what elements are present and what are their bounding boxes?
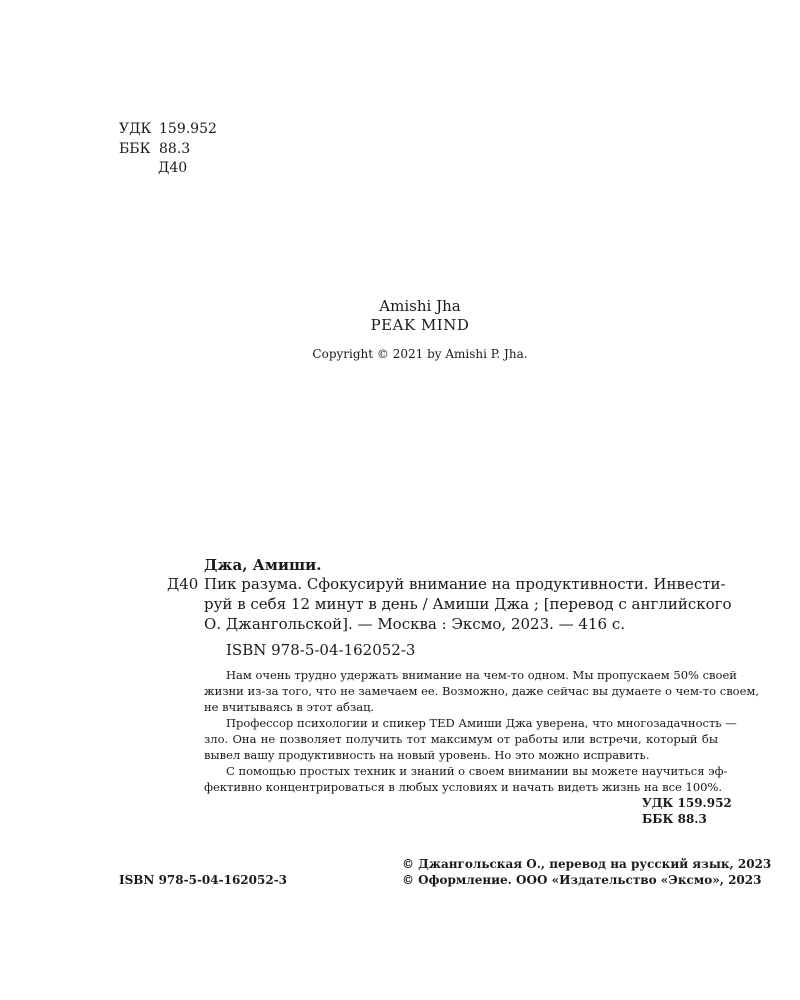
catalog-description xyxy=(204,574,732,634)
catalog-description-line: Пик разума. Сфокусируй внимание на продуктивности. Инвести- xyxy=(204,575,726,593)
annotation-line: Нам очень трудно удержать внимание на чем-то одном. Мы пропускаем 50% своей xyxy=(226,668,737,682)
bbk-value: 88.3 xyxy=(159,141,191,157)
annotation-line: вывел вашу продуктивность на новый уровень. Но это можно исправить. xyxy=(204,748,650,762)
annotation-line: фективно концентрироваться в любых условиях и начать видеть жизнь на все 100%. xyxy=(204,780,723,794)
annotation-line: Профессор психологии и спикер TED Амиши Джа уверена, что многозадачность — xyxy=(226,716,737,730)
annotation-bbk: ББК 88.3 xyxy=(642,812,707,826)
footer-isbn: ISBN 978-5-04-162052-3 xyxy=(119,873,288,887)
original-author: Amishi Jha xyxy=(379,297,461,315)
catalog-description-line: О. Джангольской]. — Москва : Эксмо, 2023. — 416 с. xyxy=(204,615,625,633)
udk-row xyxy=(119,120,217,139)
annotation-line: не вчитываясь в этот абзац. xyxy=(204,700,375,714)
annotation-udk: УДК 159.952 xyxy=(642,796,732,810)
udk-label: УДК xyxy=(119,121,152,137)
annotation xyxy=(204,667,759,795)
annotation-line: С помощью простых техник и знаний о своем внимании вы можете научиться эф- xyxy=(226,764,728,778)
annotation-line: зло. Она не позволяет получить тот максимум от работы или встречи, который бы xyxy=(204,732,718,746)
original-title: PEAK MIND xyxy=(370,316,470,334)
udk-value: 159.952 xyxy=(159,121,217,137)
catalog-description-line: руй в себя 12 минут в день / Амиши Джа ; [перевод с английского xyxy=(204,595,732,613)
copyright-translation: © Джангольская О., перевод на русский язык, 2023 xyxy=(402,857,772,871)
author-sign: Д40 xyxy=(158,160,188,176)
annotation-line: жизни из-за того, что не замечаем ее. Возможно, даже сейчас вы думаете о чем-то своем, xyxy=(204,684,759,698)
bbk-label: ББК xyxy=(119,141,151,157)
bbk-row xyxy=(119,140,190,159)
catalog-isbn: ISBN 978-5-04-162052-3 xyxy=(226,641,416,659)
original-copyright: Copyright © 2021 by Amishi P. Jha. xyxy=(312,347,528,361)
catalog-author-heading: Джа, Амиши. xyxy=(204,556,322,574)
catalog-code: Д40 xyxy=(167,575,199,593)
copyright-design: © Оформление. ООО «Издательство «Эксмо», 2023 xyxy=(402,873,762,887)
